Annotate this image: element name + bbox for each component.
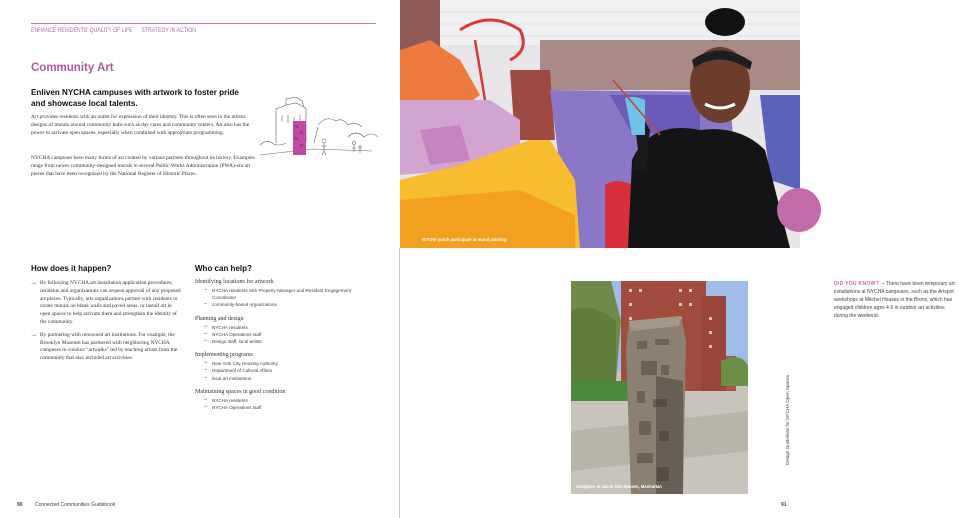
- list-item: → community-based organizations: [203, 301, 277, 308]
- who-list: [195, 279, 375, 418]
- arrow-right-icon: →: [203, 404, 208, 411]
- arrow-right-icon: →: [31, 331, 37, 339]
- left-page: [0, 0, 400, 518]
- help-group-label: Maintaining spaces in good condition: [195, 388, 286, 395]
- help-group: [195, 389, 375, 411]
- illustration-sketch: [252, 95, 384, 161]
- sculpture-photo: [571, 281, 748, 494]
- page-number: 91: [781, 502, 787, 508]
- arrow-right-icon: →: [203, 338, 208, 345]
- arrow-right-icon: →: [203, 374, 208, 381]
- subheading: Enliven NYCHA campuses with artwork to foster pride and showcase local talents.: [31, 88, 239, 108]
- breadcrumb-subsection: STRATEGY IN ACTION: [141, 27, 197, 34]
- list-item: → NYCHA residents: [203, 323, 248, 330]
- book-title: Connected Communities Guidebook: [34, 502, 116, 508]
- history-paragraph: NYCHA campuses have many forms of art created by various partners throughout its history. Examples range from newer community-designed murals to several Public Works Administration (PWA)-era art pieces that have been recognized by the National Register of Historic Places.: [31, 155, 255, 177]
- list-item: → Design staff, local artists: [203, 338, 262, 345]
- sculpture-caption: Sculpture at Jacob Riis Houses, Manhattan: [576, 484, 662, 489]
- list-item: → NYCHA residents: [203, 396, 248, 403]
- arrow-right-icon: →: [203, 396, 208, 403]
- help-group-label: Identifying locations for artwork: [195, 279, 274, 285]
- list-item: → NYCHA Operations staff: [203, 404, 262, 411]
- mural-photo: [400, 0, 800, 248]
- help-group: [195, 316, 375, 346]
- arrow-right-icon: →: [203, 360, 208, 367]
- list-item: → Department of Cultural Affairs: [203, 367, 273, 374]
- arrow-right-icon: →: [203, 287, 208, 293]
- decorative-circle: [777, 188, 821, 232]
- arrow-right-icon: →: [203, 367, 208, 374]
- arrow-right-icon: →: [31, 280, 37, 287]
- help-group-label: Planning and design: [195, 315, 244, 322]
- help-group-label: Implementing programs: [195, 352, 253, 359]
- arrow-right-icon: →: [203, 301, 208, 308]
- list-item: → local art institutions: [203, 374, 252, 381]
- how-list: [31, 280, 181, 368]
- who-heading: Who can help?: [195, 264, 252, 273]
- how-heading: How does it happen?: [31, 264, 112, 273]
- did-you-know-label: DID YOU KNOW?: [834, 281, 879, 287]
- arrow-right-icon: →: [203, 323, 208, 330]
- footer: [17, 502, 115, 508]
- list-item: → New York City Housing Authority: [203, 360, 278, 367]
- right-page: [400, 0, 955, 518]
- list-item: → NYCHA residents with Property Manager and Resident Engagement Coordinator: [203, 287, 351, 301]
- photo-caption: NYCHA youth participate in mural painting: [422, 237, 507, 242]
- did-you-know-callout: [834, 280, 959, 320]
- breadcrumb-section: ENHANCE RESIDENTS' QUALITY OF LIFE: [31, 27, 133, 34]
- side-running-title: Design Guidelines for NYCHA Open Spaces: [785, 374, 790, 465]
- list-item: → NYCHA Operations staff: [203, 330, 262, 337]
- list-item: → By following NYCHA art installation application procedures, residents and organizations can request approval of any proposed art pieces. Typically, arts organizations partner with residents to create murals on blank walls and paved areas, or install art in open spaces to help activate them and strengthen the identity of the community.: [31, 280, 181, 325]
- page-title: Community Art: [31, 62, 114, 74]
- intro-paragraph: Art provides residents with an outlet for expression of their identity. This is often seen in the artistic designs of murals around community hubs such as day cares and community centers. Art also has the power to activate open spaces, especially when combined with appropriate programming.: [31, 114, 250, 136]
- arrow-right-icon: →: [880, 281, 885, 287]
- help-group: [195, 352, 375, 382]
- top-rule: [31, 23, 376, 24]
- arrow-right-icon: →: [203, 330, 208, 337]
- breadcrumb: [31, 27, 203, 34]
- did-you-know-text: There have been temporary art installations at NYCHA campuses, such as the Artspot workshops at Mitchel Houses in the Bronx, which has engaged children ages 4-9 in outdoor art activities during the weekend.: [834, 281, 955, 319]
- list-item: → By partnering with renowned art institutions. For example, the Brooklyn Museum has partnered with neighboring NYCHA campuses to conduct "artwalks" led by teaching artists from the community that also included art activities.: [31, 331, 178, 362]
- page-number: 90: [17, 502, 23, 508]
- help-group: [195, 279, 375, 309]
